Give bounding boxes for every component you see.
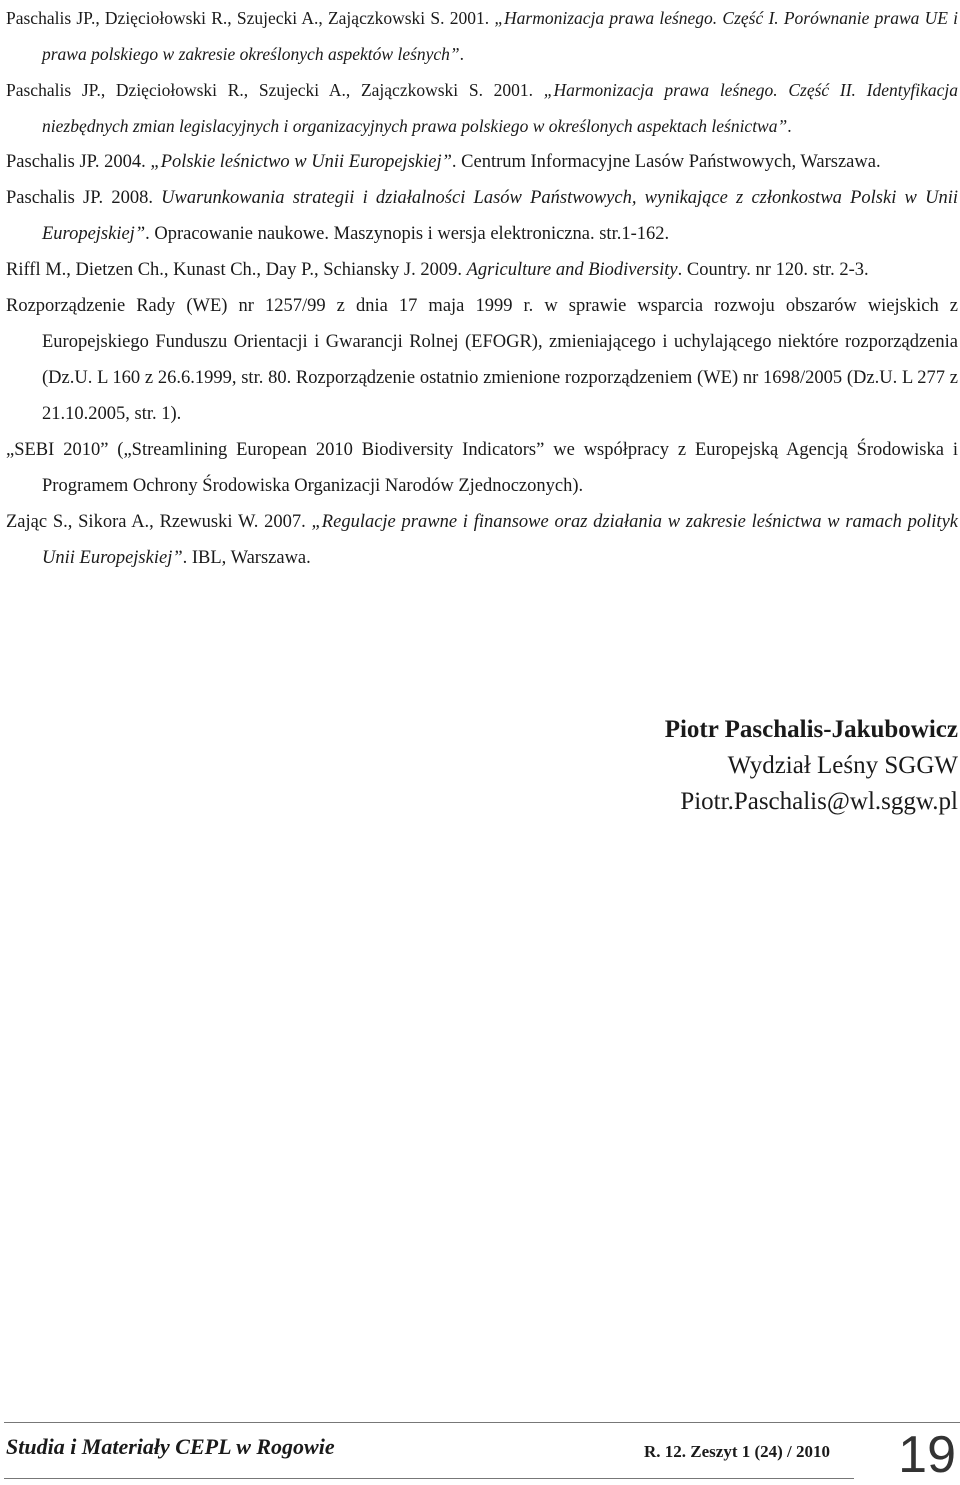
journal-title: Studia i Materiały CEPL w Rogowie [6,1434,335,1459]
reference-list [6,0,958,576]
reference-item [6,504,958,576]
reference-item [6,432,958,504]
author-signature [665,712,958,820]
reference-item [6,252,958,288]
ref-authors: Zając S., Sikora A., Rzewuski W. 2007. [6,512,312,532]
reference-item [6,180,958,252]
ref-authors: Paschalis JP., Dzięciołowski R., Szujecki A., Zajączkowski S. 2001. [6,80,544,100]
ref-title: Agriculture and Biodiversity [466,260,678,280]
author-email: Piotr.Paschalis@wl.sggw.pl [680,788,958,815]
footer-underline [4,1478,854,1479]
ref-authors: „SEBI 2010” („Streamlining European 2010 Biodiversity Indicators” we współpracy z Europejską Agencją Środowiska i Programem Ochrony Środowiska Organizacji Narodów Zjednoczonych). [6,440,958,496]
ref-title: „Regulacje prawne i finansowe oraz działania w zakresie leśnictwa w ramach polityk Unii Europejskiej” [42,512,958,568]
reference-item [6,144,958,180]
ref-rest: . Opracowanie naukowe. Maszynopis i wersja elektroniczna. str.1-162. [145,224,670,244]
ref-title: „Polskie leśnictwo w Unii Europejskiej” [150,152,452,172]
ref-rest: . Centrum Informacyjne Lasów Państwowych, Warszawa. [451,152,881,172]
reference-item [6,0,958,72]
ref-rest: . [787,116,792,136]
author-name: Piotr Paschalis-Jakubowicz [664,716,958,743]
ref-rest: . [459,44,465,64]
ref-title: „Harmonizacja prawa leśnego. Część II. Identyfikacja niezbędnych zmian legislacyjnych i organizacyjnych prawa polskiego w określonych aspektach leśnictwa” [42,80,958,136]
reference-item [6,288,958,432]
ref-title: Uwarunkowania strategii i działalności Lasów Państwowych, wynikające z członkostwa Polski w Unii Europejskiej” [42,188,958,244]
reference-item [6,72,958,144]
ref-rest: . Country. nr 120. str. 2-3. [677,260,869,280]
ref-authors: Paschalis JP. 2004. [6,152,151,172]
ref-authors: Paschalis JP., Dzięciołowski R., Szujecki A., Zajączkowski S. 2001. [6,8,495,28]
ref-rest: . IBL, Warszawa. [182,548,311,568]
ref-authors: Rozporządzenie Rady (WE) nr 1257/99 z dnia 17 maja 1999 r. w sprawie wsparcia rozwoju obszarów wiejskich z Europejskiego Funduszu Orientacji i Gwarancji Rolnej (EFOGR), zmieniającego i uchylającego niektóre rozporządzenia (Dz.U. L 160 z 26.6.1999, str. 80. Rozporządzenie ostatnio zmienione rozporządzeniem (WE) nr 1698/2005 (Dz.U. L 277 z 21.10.2005, str. 1). [6,296,958,424]
page-number: 19 [898,1426,956,1484]
ref-authors: Paschalis JP. 2008. [6,188,162,208]
ref-title: „Harmonizacja prawa leśnego. Część I. Porównanie prawa UE i prawa polskiego w zakresie określonych aspektów leśnych” [42,8,958,64]
ref-authors: Riffl M., Dietzen Ch., Kunast Ch., Day P., Schiansky J. 2009. [6,260,467,280]
issue-info: R. 12. Zeszyt 1 (24) / 2010 [644,1442,831,1461]
footer-divider [4,1422,960,1423]
author-affiliation: Wydział Leśny SGGW [727,752,958,779]
